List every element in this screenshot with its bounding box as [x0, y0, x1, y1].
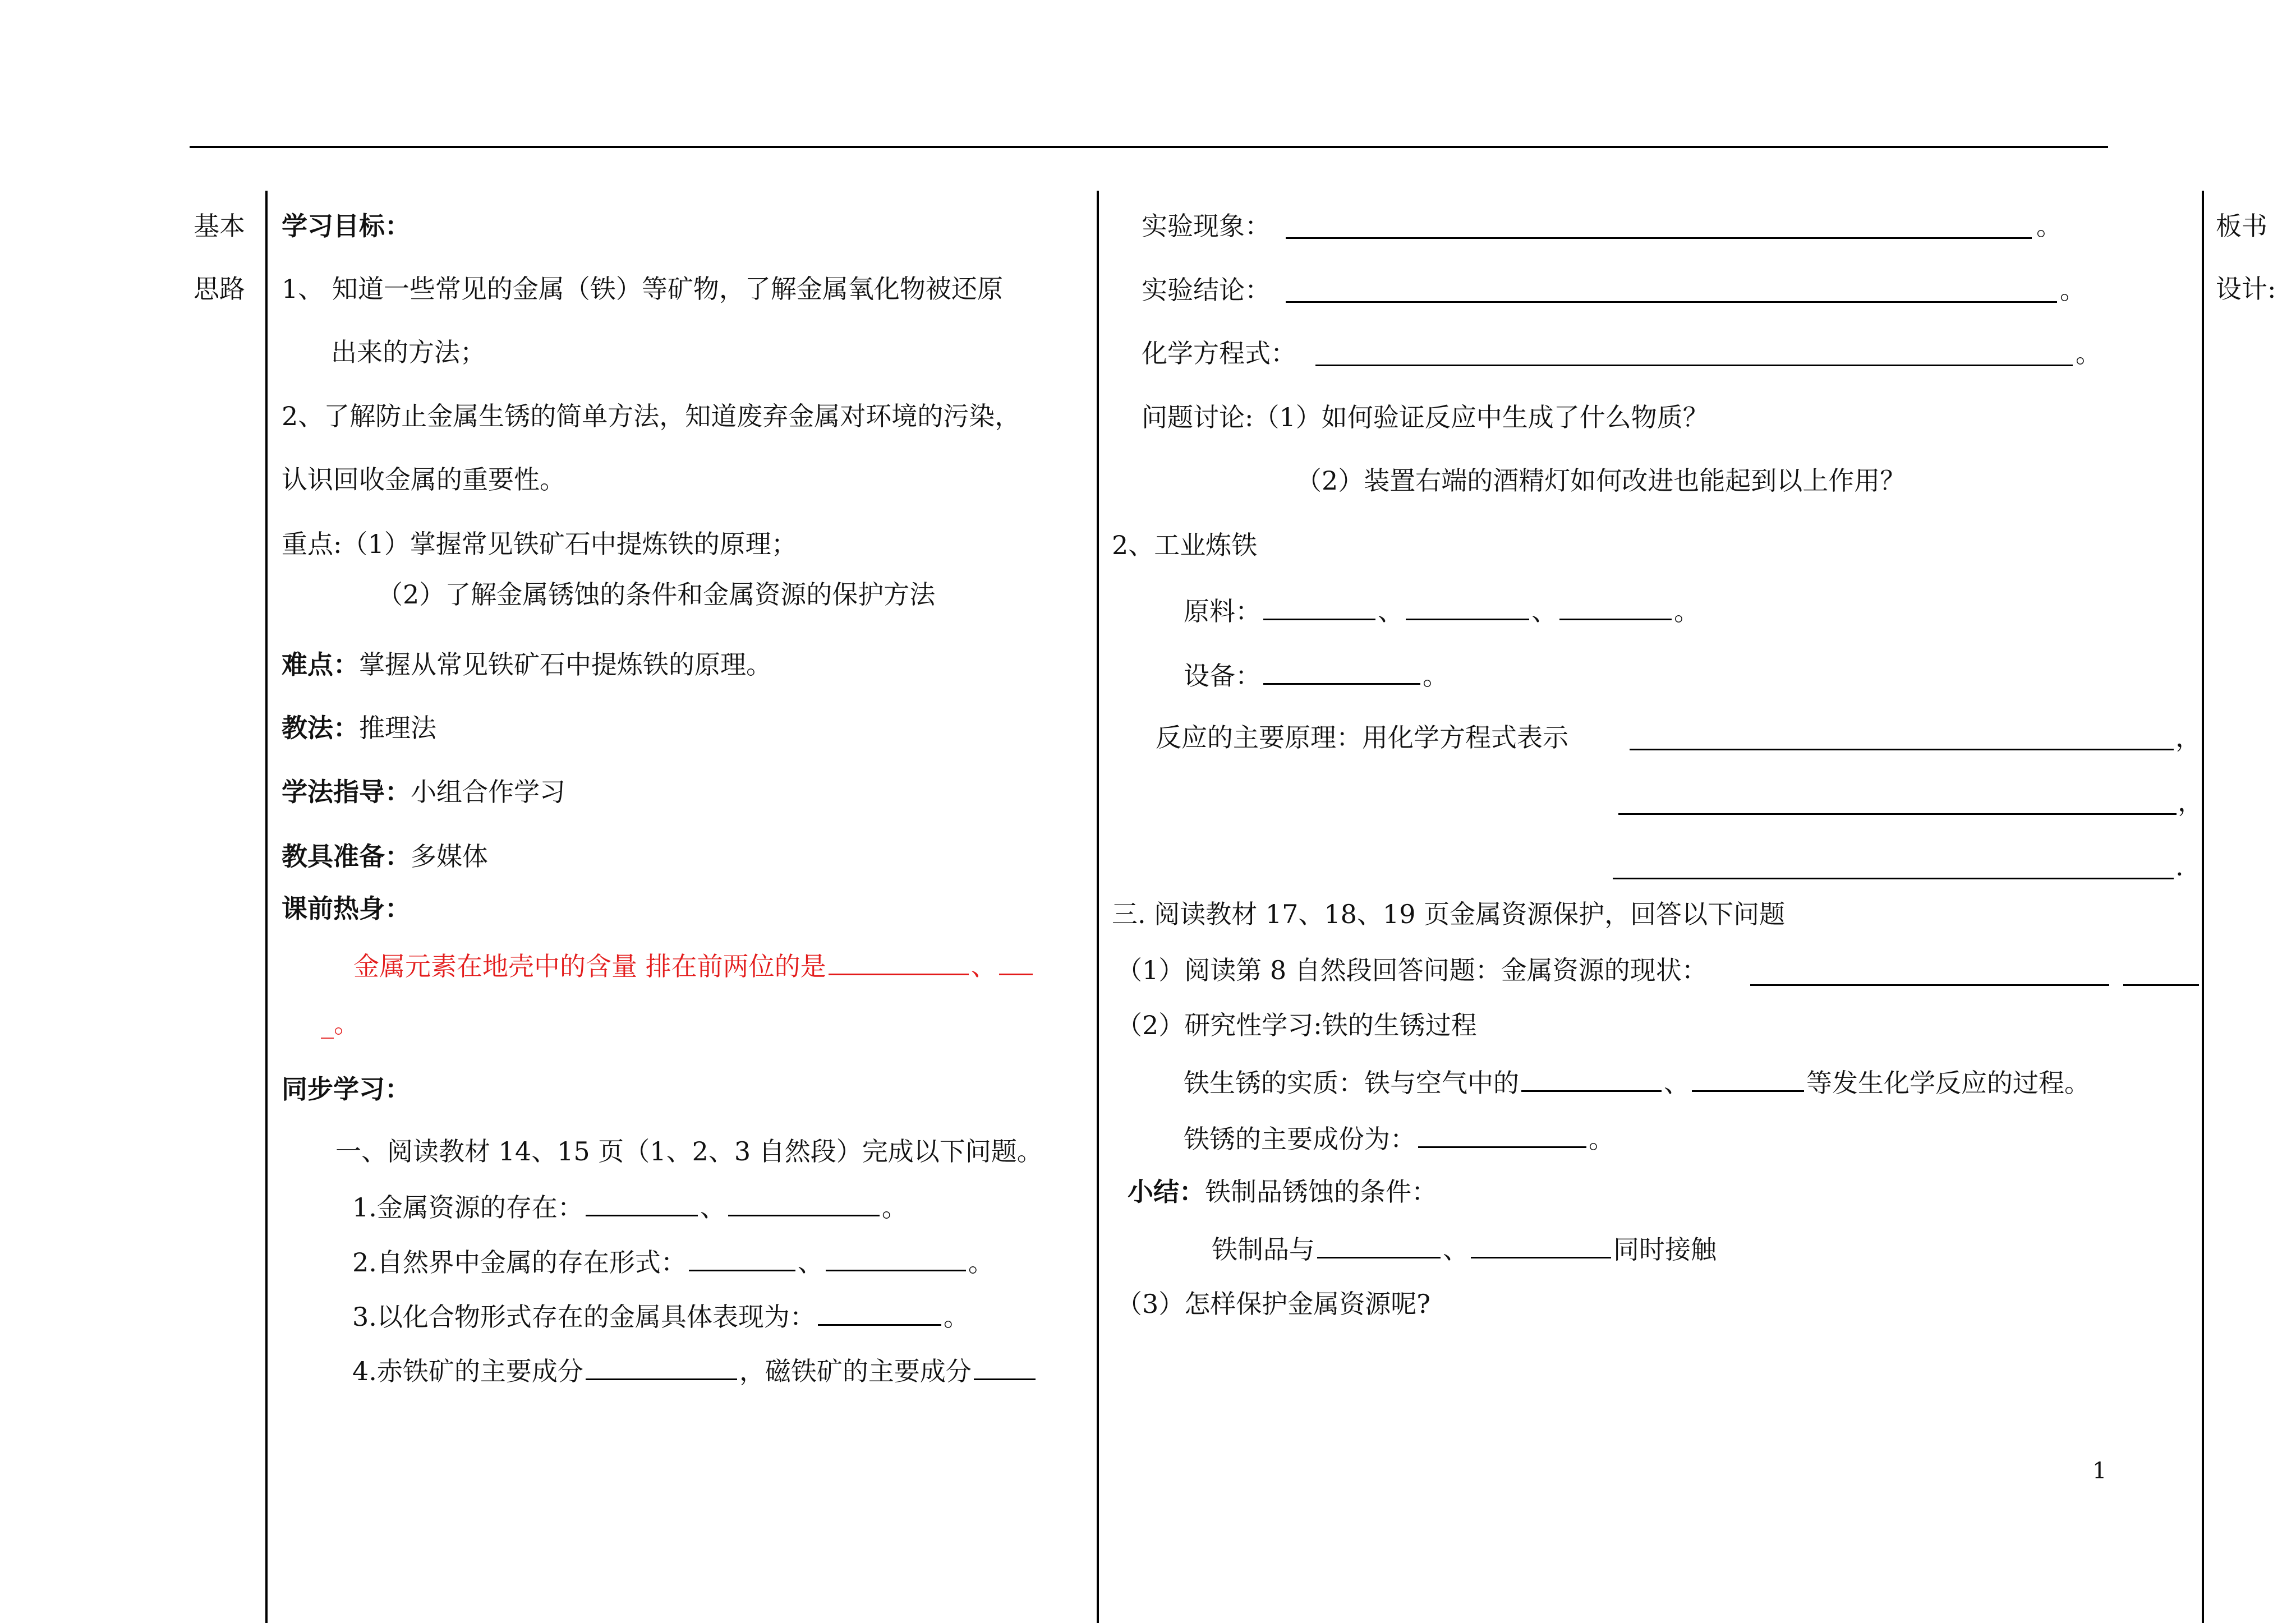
principle-comma-1: ， — [2175, 722, 2201, 753]
rust-component-text: 铁锈的主要成份为： — [1184, 1124, 1416, 1154]
principle-line-2[interactable] — [1618, 813, 2177, 815]
rust-blank-1[interactable] — [1521, 1064, 1662, 1092]
equation-end: 。 — [2076, 338, 2101, 368]
raw-sep-2: 、 — [1531, 596, 1557, 626]
equipment-end: 。 — [1423, 661, 1448, 691]
q4-blank-1[interactable] — [586, 1353, 737, 1380]
teaching-tools — [282, 840, 488, 873]
guide-label: 学法指导： — [282, 777, 411, 807]
equation-label: 化学方程式： — [1142, 338, 1296, 368]
label-idea: 思路 — [194, 274, 245, 304]
warmup-end: _。 — [321, 1008, 360, 1039]
principle-dot: . — [2175, 851, 2184, 882]
raw-end: 。 — [1674, 596, 1700, 626]
warmup-blank-2[interactable] — [999, 948, 1033, 975]
phenomenon-line[interactable] — [1286, 237, 2032, 239]
difficulty — [282, 648, 772, 681]
page-number: 1 — [2092, 1458, 2107, 1484]
column-divider-1 — [265, 191, 268, 1623]
goal-2a: 2、了解防止金属生锈的简单方法，知道废弃金属对环境的污染， — [282, 401, 1021, 431]
label-basic: 基本 — [194, 211, 245, 241]
tools-text: 多媒体 — [411, 841, 488, 872]
q3-blank[interactable] — [818, 1298, 941, 1326]
question-4 — [352, 1353, 1038, 1388]
rust-essence — [1184, 1064, 2090, 1100]
question-2 — [352, 1244, 994, 1279]
q2-sep: 、 — [797, 1247, 823, 1278]
discussion-2: （2）装置右端的酒精灯如何改进也能起到以上作用？ — [1296, 465, 1906, 496]
teaching-method — [282, 711, 436, 745]
equation-line[interactable] — [1315, 365, 2073, 366]
phenomenon-end: 。 — [2036, 211, 2062, 241]
raw-materials — [1184, 593, 1700, 628]
goals-title: 学习目标： — [282, 211, 411, 241]
q2-end: 。 — [968, 1247, 994, 1278]
question-2-text: 2.自然界中金属的存在形式： — [352, 1247, 687, 1278]
equipment-label: 设备： — [1184, 661, 1261, 691]
contact-blank-2[interactable] — [1471, 1231, 1611, 1258]
summary-contact — [1212, 1231, 1717, 1266]
conclusion-line[interactable] — [1286, 301, 2057, 303]
method-text: 推理法 — [359, 713, 436, 743]
rust-essence-end: 等发生化学反应的过程。 — [1806, 1068, 2090, 1098]
guide-text: 小组合作学习 — [411, 777, 565, 807]
raw-label: 原料： — [1184, 596, 1261, 626]
s3q1-line-2[interactable] — [2123, 984, 2199, 986]
q1-blank-1[interactable] — [586, 1189, 698, 1216]
goal-2b: 认识回收金属的重要性。 — [282, 464, 565, 495]
q4-blank-2[interactable] — [974, 1353, 1036, 1380]
question-1 — [352, 1189, 908, 1224]
raw-blank-3[interactable] — [1559, 593, 1672, 620]
read-instruction-1: 一、阅读教材 14、15 页（1、2、3 自然段）完成以下问题。 — [335, 1136, 1043, 1166]
industrial-title: 2、工业炼铁 — [1112, 530, 1258, 560]
difficulty-label: 难点： — [282, 649, 359, 680]
conclusion-label: 实验结论： — [1142, 275, 1271, 305]
q1-end: 。 — [881, 1192, 908, 1223]
section-3-title: 三. 阅读教材 17、18、19 页金属资源保护，回答以下问题 — [1112, 899, 1786, 929]
principle-comma-2: ， — [2178, 787, 2203, 817]
rust-essence-text: 铁生锈的实质：铁与空气中的 — [1184, 1068, 1519, 1098]
column-divider-2 — [1097, 191, 1099, 1623]
label-design: 设计: — [2216, 274, 2276, 304]
goal-1b: 出来的方法； — [331, 337, 486, 367]
q2-blank-2[interactable] — [826, 1244, 966, 1271]
q2-blank-1[interactable] — [689, 1244, 795, 1271]
contact-blank-1[interactable] — [1317, 1231, 1441, 1258]
label-board: 板书 — [2216, 211, 2267, 241]
rust-sep: 、 — [1664, 1068, 1690, 1098]
q3-end: 。 — [943, 1302, 969, 1332]
equipment-blank[interactable] — [1263, 657, 1420, 685]
learning-guide — [282, 775, 565, 809]
question-3 — [352, 1298, 969, 1334]
rust-component — [1184, 1121, 1614, 1156]
section-3-q2: （2）研究性学习:铁的生锈过程 — [1116, 1010, 1477, 1040]
goal-1a: 1、 知道一些常见的金属（铁）等矿物，了解金属氧化物被还原 — [282, 274, 1003, 304]
rust-component-blank[interactable] — [1418, 1121, 1586, 1148]
warmup-blank-1[interactable] — [829, 948, 969, 975]
summary — [1128, 1175, 1437, 1209]
principle-line-3[interactable] — [1613, 878, 2174, 879]
summary-contact-end: 同时接触 — [1613, 1234, 1717, 1265]
section-3-q3: （3）怎样保护金属资源呢? — [1116, 1289, 1430, 1319]
section-3-q1: （1）阅读第 8 自然段回答问题：金属资源的现状： — [1116, 955, 1708, 985]
warmup-question-text: 金属元素在地壳中的含量 排在前两位的是 — [353, 951, 826, 981]
raw-sep-1: 、 — [1378, 596, 1404, 626]
equipment — [1184, 657, 1448, 693]
header-rule — [190, 146, 2108, 148]
question-4-text: 4.赤铁矿的主要成分 — [352, 1356, 583, 1386]
summary-label: 小结： — [1128, 1177, 1205, 1207]
key-point-2: （2）了解金属锈蚀的条件和金属资源的保护方法 — [377, 579, 936, 610]
q1-blank-2[interactable] — [728, 1189, 880, 1216]
principle-label: 反应的主要原理：用化学方程式表示 — [1156, 722, 1568, 753]
warmup-sep: 、 — [970, 951, 997, 981]
difficulty-text: 掌握从常见铁矿石中提炼铁的原理。 — [359, 649, 772, 680]
rust-component-end: 。 — [1589, 1124, 1614, 1154]
method-label: 教法： — [282, 713, 359, 743]
key-point-1: 重点:（1）掌握常见铁矿石中提炼铁的原理； — [282, 529, 797, 559]
contact-sep: 、 — [1443, 1234, 1469, 1265]
phenomenon-label: 实验现象： — [1142, 211, 1271, 241]
warmup-title: 课前热身： — [282, 893, 411, 924]
summary-contact-text: 铁制品与 — [1212, 1234, 1315, 1265]
column-divider-3 — [2202, 191, 2204, 1623]
q1-sep: 、 — [700, 1192, 726, 1223]
sync-title: 同步学习： — [282, 1074, 411, 1104]
rust-blank-2[interactable] — [1692, 1064, 1804, 1092]
summary-text: 铁制品锈蚀的条件： — [1205, 1177, 1437, 1207]
raw-blank-1[interactable] — [1263, 593, 1375, 620]
discussion-1: 问题讨论:（1）如何验证反应中生成了什么物质？ — [1142, 402, 1709, 432]
principle-line-1[interactable] — [1630, 749, 2174, 750]
conclusion-end: 。 — [2060, 275, 2086, 305]
question-3-text: 3.以化合物形式存在的金属具体表现为： — [352, 1302, 816, 1332]
s3q1-line-1[interactable] — [1750, 984, 2109, 986]
raw-blank-2[interactable] — [1406, 593, 1529, 620]
warmup-question — [353, 948, 1035, 983]
question-4-mid: ，磁铁矿的主要成分 — [739, 1356, 972, 1386]
question-1-text: 1.金属资源的存在： — [352, 1192, 583, 1223]
tools-label: 教具准备： — [282, 841, 411, 872]
